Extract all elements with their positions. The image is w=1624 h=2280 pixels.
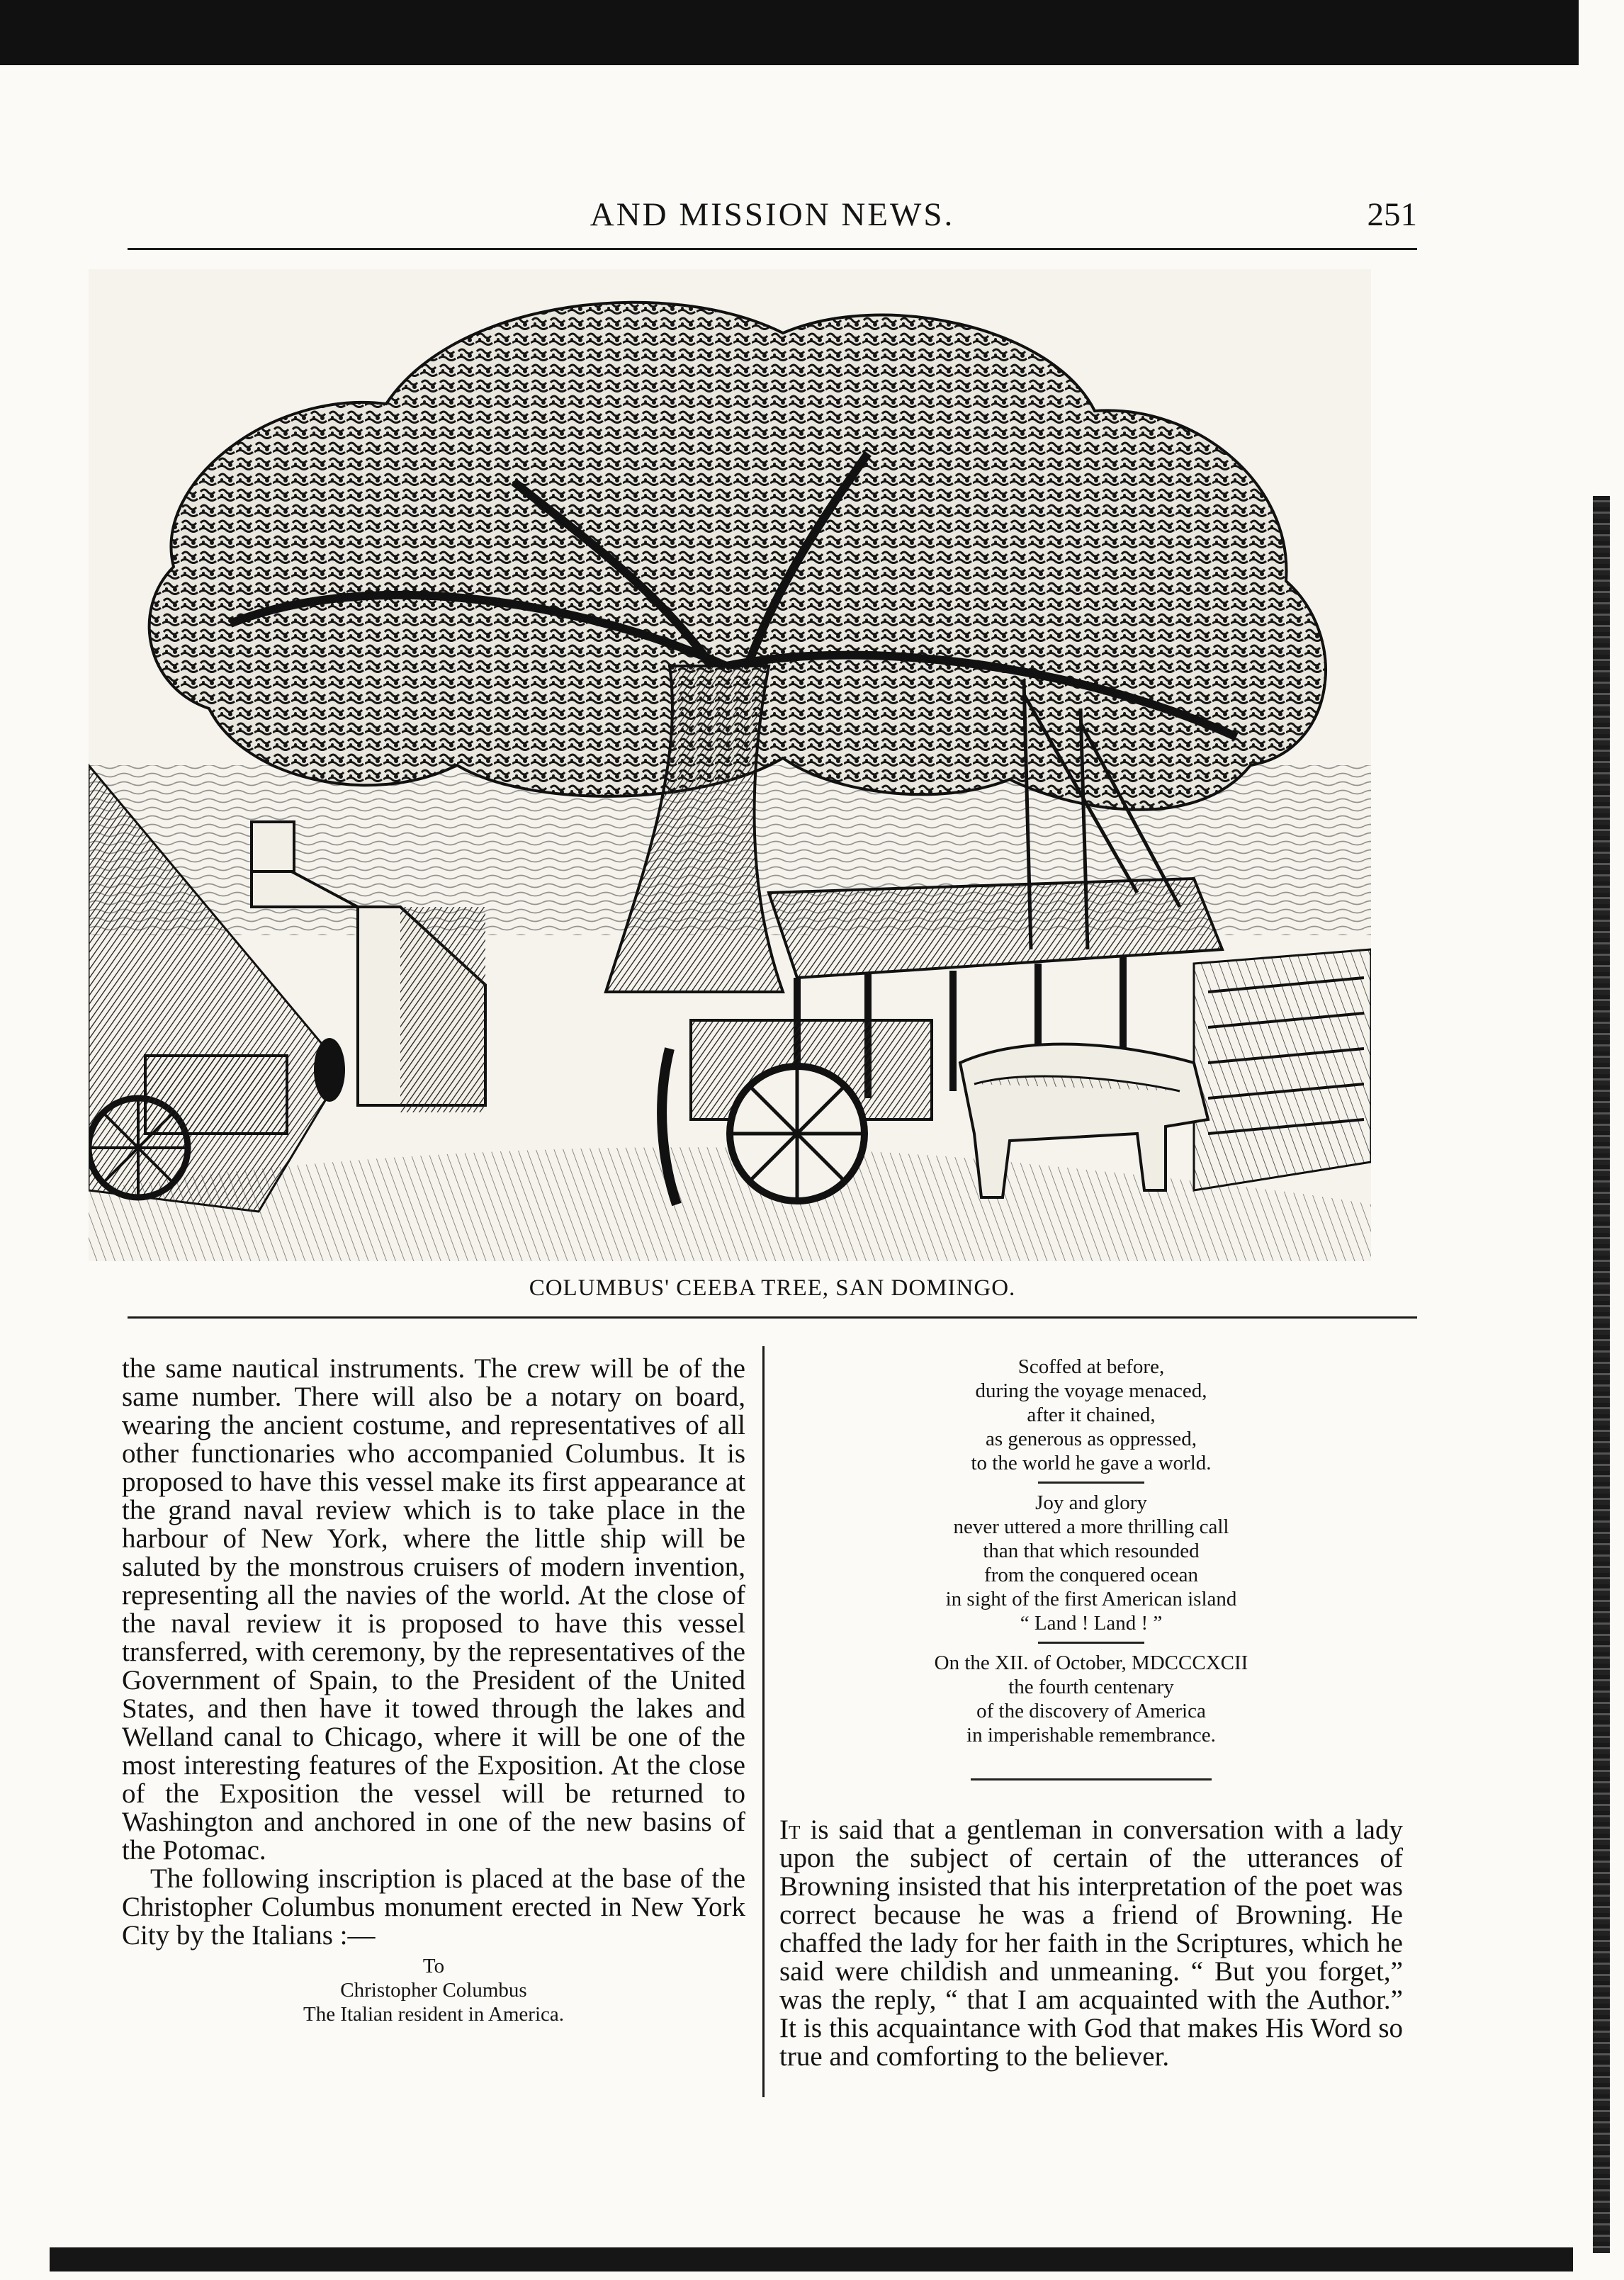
inscription-line: of the discovery of America xyxy=(976,1700,1206,1722)
right-column xyxy=(779,1355,1403,2071)
figure xyxy=(314,1038,345,1102)
scan-top-border xyxy=(0,0,1579,65)
dedication-line: To xyxy=(422,1955,445,1977)
page-header xyxy=(128,191,1417,241)
inscription-line: after it chained, xyxy=(1027,1404,1156,1426)
paragraph-inscription-intro: The following inscription is placed at the base of the Christopher Columbus monument erected in New York City by the Italians :— xyxy=(122,1863,745,1951)
scan-bottom-border xyxy=(50,2247,1573,2271)
illustration-caption: COLUMBUS' CEEBA TREE, SAN DOMINGO. xyxy=(529,1275,1016,1301)
inscription-stanza-2 xyxy=(779,1491,1403,1635)
caption-rule xyxy=(128,1316,1417,1319)
lead-word: It xyxy=(779,1815,801,1845)
section-end-rule xyxy=(971,1778,1212,1780)
inscription-line: Scoffed at before, xyxy=(1017,1355,1165,1378)
inscription-stanza-1 xyxy=(779,1355,1403,1475)
inscription-line: “ Land ! Land ! ” xyxy=(1020,1612,1163,1635)
inscription-line: On the XII. of October, MDCCCXCII xyxy=(934,1652,1248,1674)
dedication-line: The Italian resident in America. xyxy=(303,2003,564,2026)
inscription-line: during the voyage menaced, xyxy=(975,1379,1207,1402)
ceeba-tree-engraving xyxy=(89,269,1371,1261)
anecdote-text: is said that a gentleman in conversation with a lady upon the subject of certain of the utterances of Browning insisted that his interpretation of the poet was correct because he was a friend of Browning. He chaffed the lady for her faith in the Scriptures, which he said were childish and unmeaning. “ But you forget,” was the reply, “ that I am acquainted with the Author.” It is this acquaintance with God that makes His Word so true and comforting to the believer. xyxy=(779,1815,1403,2072)
scan-right-edge xyxy=(1593,496,1610,2253)
inscription-line: Joy and glory xyxy=(1035,1491,1147,1514)
inscription-line: than that which resounded xyxy=(983,1540,1200,1562)
inscription-line: from the conquered ocean xyxy=(984,1564,1198,1586)
paragraph-replica-vessel: the same nautical instruments. The crew will be of the same number. There will also be a notary on board, wearing the ancient costume, and representatives of all other functionaries who accompanied Columbus. It is proposed to have this vessel make its first appearance at the grand naval review which is to take place in the harbour of New York, where the little ship will be saluted by the monstrous cruisers of modern invention, representing all the navies of the world. At the close of the naval review it is proposed to have this vessel transferred, with ceremony, by the representatives of the Government of Spain, to the President of the United States, and then have it towed through the lakes and Welland canal to Chicago, where it will be one of the most interesting features of the Exposition. At the close of the Exposition the vessel will be returned to Washington and anchored in one of the new basins of the Potomac. xyxy=(122,1353,745,1866)
dedication-line: Christopher Columbus xyxy=(340,1979,527,2002)
dedication xyxy=(122,1954,745,2026)
inscription-line: to the world he gave a world. xyxy=(971,1452,1212,1474)
column-divider xyxy=(762,1346,765,2097)
inscription-line: never uttered a more thrilling call xyxy=(953,1516,1229,1538)
header-rule xyxy=(128,248,1417,250)
inscription-line: in sight of the first American island xyxy=(945,1588,1237,1610)
inscription-stanza-3 xyxy=(779,1651,1403,1747)
page-number: 251 xyxy=(1367,196,1417,233)
running-title: AND MISSION NEWS. xyxy=(590,196,955,233)
inscription-line: as generous as oppressed, xyxy=(986,1428,1197,1450)
stanza-rule xyxy=(1038,1482,1144,1484)
paragraph-browning-anecdote xyxy=(779,1816,1403,2071)
inscription-line: in imperishable remembrance. xyxy=(966,1724,1216,1746)
stanza-rule xyxy=(1038,1642,1144,1644)
inscription-line: the fourth centenary xyxy=(1008,1676,1174,1698)
left-column xyxy=(122,1355,745,2026)
